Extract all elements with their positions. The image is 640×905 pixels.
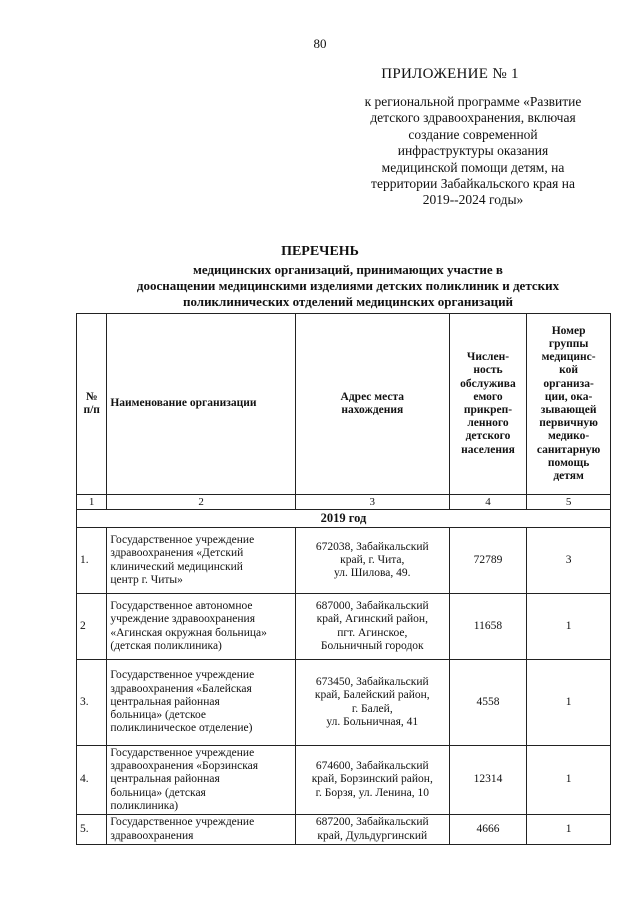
table-header-row [77,314,611,495]
row-name-line: Государственное учреждение [110,669,255,682]
page-number: 80 [313,36,327,51]
column-index: 1 [77,495,107,510]
header-population-line: емого [473,390,503,403]
row-organization-name [107,815,295,845]
header-population-line: населения [461,443,515,456]
table-row [77,594,611,660]
header-group-line: детям [553,470,584,483]
header-population-line: детского [465,430,511,443]
list-subtitle [85,262,611,310]
list-subtitle-line: поликлинических отделений медицинских организаций [182,294,514,309]
row-group: 1 [527,815,611,845]
table-row [77,815,611,845]
row-address-line: край, Балейский район, [314,689,430,702]
row-name-line: Государственное учреждение [110,747,255,759]
row-address [295,746,449,815]
row-address [295,815,449,845]
appendix-line: медицинской помощи детям, на [381,159,565,175]
row-name-line: больница» (детская [110,786,206,799]
appendix-line: детского здравоохранения, включая [370,110,576,126]
header-number-line: № [85,390,98,403]
header-address [295,314,449,495]
row-address-line: край, Дульдургинский [317,829,428,842]
appendix-line: территории Забайкальского края на [371,176,575,192]
column-index: 3 [295,495,449,510]
row-address-line: край, Борзинский район, [311,773,433,786]
table-row [77,746,611,815]
row-address-line: г. Балей, [351,702,393,715]
header-population-line: обслужива [460,377,516,390]
row-number: 5. [77,815,107,845]
column-index: 4 [449,495,526,510]
column-index: 2 [107,495,295,510]
header-number-line: п/п [83,404,100,416]
row-number: 2 [77,594,107,660]
list-subtitle-line: медицинских организаций, принимающих участие в [193,262,503,277]
header-address-line: нахождения [341,404,404,416]
header-group-line: группы [548,337,589,350]
appendix-line: к региональной программе «Развитие [364,94,582,109]
row-group: 1 [527,746,611,815]
header-group-line: ции, ока- [544,390,593,403]
header-population-line: ленного [467,417,509,430]
header-group-line: зывающей [540,404,597,416]
row-name-line: здравоохранения «Борзинская [110,760,259,773]
header-group-line: помощь [547,456,590,469]
row-address-line: 687200, Забайкальский [315,816,429,829]
appendix-subtitle [348,94,598,209]
row-name-line: центральная районная [110,773,220,786]
row-population: 12314 [449,746,526,815]
row-name-line: больница» (детское [110,709,207,722]
row-organization-name [107,746,295,815]
row-address-line: Больничный городок [320,639,424,652]
row-address-line: 672038, Забайкальский [315,540,429,553]
table-row [77,528,611,594]
row-name-line: (детская поликлиника) [110,639,222,652]
row-address-line: г. Борзя, ул. Ленина, 10 [315,786,429,799]
header-group [527,314,611,495]
row-group: 1 [527,660,611,746]
row-name-line: учреждение здравоохранения [110,613,256,626]
row-number: 1. [77,528,107,594]
row-population: 4666 [449,815,526,845]
row-population: 4558 [449,660,526,746]
row-address-line: край, Агинский район, [316,613,428,626]
list-subtitle-line: дооснащении медицинскими изделиями детских поликлиник и детских [136,278,560,293]
row-organization-name [107,528,295,594]
row-name-line: «Агинская окружная больница» [110,626,267,639]
row-number: 3. [77,660,107,746]
row-name-line: Государственное учреждение [110,816,255,829]
row-name-line: центральная районная [110,695,220,708]
row-address-line: пгт. Агинское, [337,626,408,639]
row-name-line: клинический медицинский [110,560,243,573]
header-group-line: медико- [547,430,590,443]
row-address-line: 674600, Забайкальский [315,760,429,773]
appendix-line: инфраструктуры оказания [397,143,549,159]
row-name-line: поликлиническое отделение) [110,722,253,735]
row-name-line: Государственное автономное [110,600,253,613]
row-address [295,594,449,660]
row-group: 1 [527,594,611,660]
header-group-line: первичную [539,417,598,430]
header-population-line: ность [473,364,503,377]
row-name-line: здравоохранения «Балейская [110,682,252,695]
appendix-line: 2019--2024 годы» [422,192,524,208]
row-organization-name [107,594,295,660]
header-number [77,314,107,495]
row-name-line: Государственное учреждение [110,534,255,547]
row-name-line: центр г. Читы» [110,573,183,586]
row-name-line: здравоохранения «Детский [110,547,244,560]
header-population-line: Числен- [466,351,510,364]
column-index-row [77,495,611,510]
header-address-line: Адрес места [340,390,405,403]
header-population [449,314,526,495]
year-label: 2019 год [77,510,611,528]
year-row [77,510,611,528]
header-group-line: кой [559,364,579,377]
row-address-line: ул. Шилова, 49. [334,567,411,580]
row-address [295,528,449,594]
header-group-line: санитарную [536,443,601,456]
appendix-title: ПРИЛОЖЕНИЕ № 1 [381,66,519,82]
row-organization-name [107,660,295,746]
row-address-line: край, г. Чита, [340,553,405,566]
header-group-line: Номер [551,324,586,337]
appendix-line: создание современной [408,126,538,142]
row-population: 11658 [449,594,526,660]
header-group-line: медицинс- [541,351,596,364]
column-index: 5 [527,495,611,510]
row-name-line: поликлиника) [110,799,179,812]
list-title: ПЕРЕЧЕНЬ [281,244,359,259]
row-address [295,660,449,746]
header-population-line: прикреп- [463,404,513,416]
row-population: 72789 [449,528,526,594]
row-group: 3 [527,528,611,594]
row-number: 4. [77,746,107,815]
header-organization-name: Наименование организации [107,314,295,495]
row-address-line: ул. Больничная, 41 [326,715,419,728]
organizations-table [76,313,611,845]
row-address-line: 673450, Забайкальский [315,676,429,689]
table-row [77,660,611,746]
row-name-line: здравоохранения [110,829,194,842]
row-address-line: 687000, Забайкальский [315,600,429,613]
header-group-line: организа- [543,377,594,390]
